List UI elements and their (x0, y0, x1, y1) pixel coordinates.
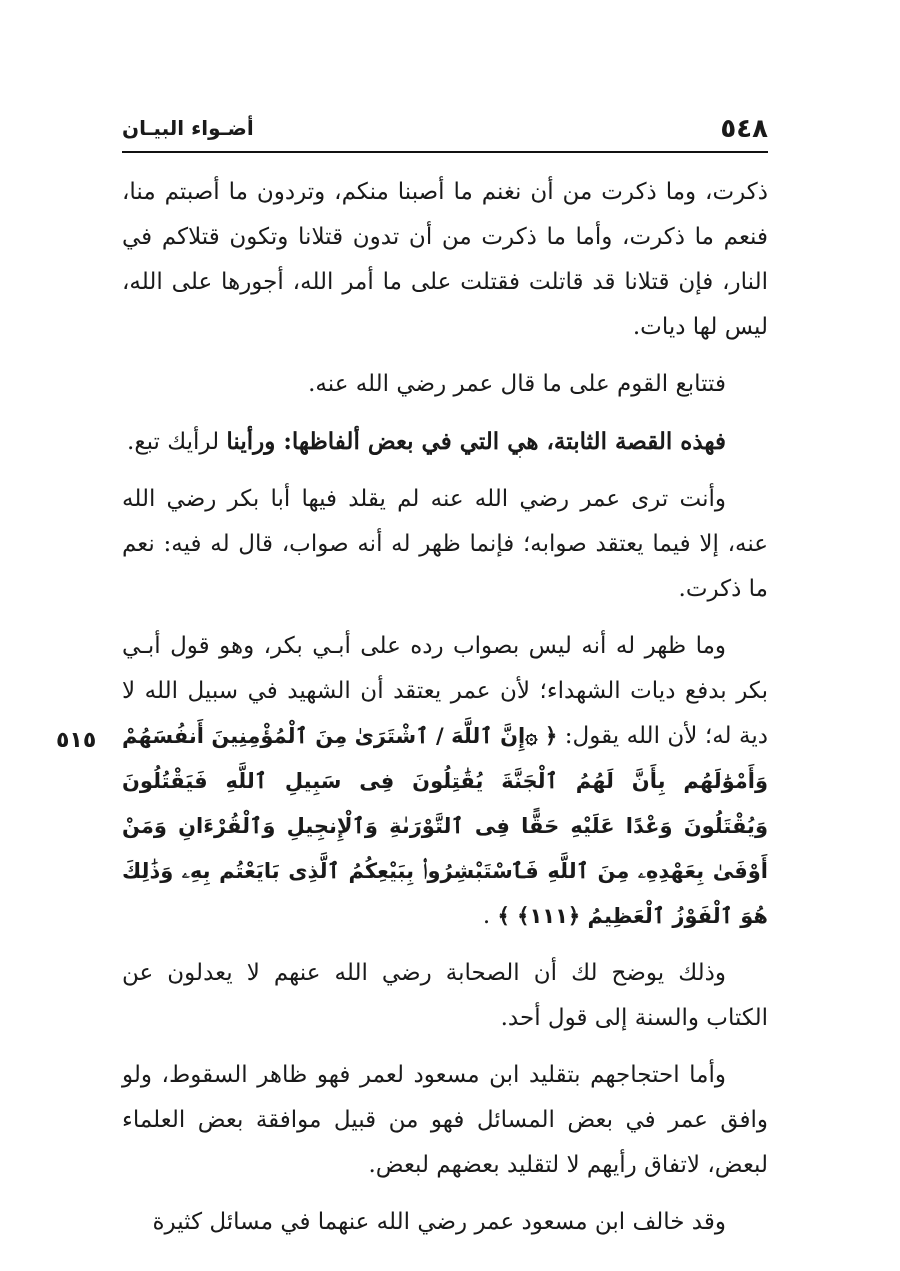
page-header (122, 110, 768, 150)
paragraph-3-rest: لرأيك تبع. (127, 429, 220, 455)
paragraph-5-end: . (482, 903, 491, 929)
page-number: ٥٤٨ (720, 114, 768, 144)
paragraph-3 (122, 419, 768, 465)
quran-verse: ﴿ ۞إِنَّ ٱللَّهَ / ٱشْتَرَىٰ مِنَ ٱلْمُؤْمِنِينَ أَنفُسَهُمْ وَأَمْوَٰلَهُم بِأَنَّ لَهُمُ ٱلْجَنَّةَ يُقَٰتِلُونَ فِى سَبِيلِ ٱللَّهِ فَيَقْتُلُونَ وَيُقْتَلُونَ وَعْدًا عَلَيْهِ حَقًّا فِى ٱلتَّوْرَىٰةِ وَٱلْإِنجِيلِ وَٱلْقُرْءَانِ وَمَنْ أَوْفَىٰ بِعَهْدِهِۦ مِنَ ٱللَّهِ فَٱسْتَبْشِرُوا۟ بِبَيْعِكُمُ ٱلَّذِى بَايَعْتُم بِهِۦ وَذَٰلِكَ هُوَ ٱلْفَوْزُ ٱلْعَظِيمُ ﴿١١١﴾ ﴾ (122, 724, 768, 928)
margin-page-reference: ٥١٥ (56, 728, 97, 753)
book-title: أضـواء البيـان (122, 116, 254, 140)
paragraph-5 (122, 624, 768, 939)
bold-statement: فهذه القصة الثابتة، هي التي في بعض ألفاظها: ورأينا (226, 428, 726, 455)
paragraph-2: فتتابع القوم على ما قال عمر رضي الله عنه. (308, 371, 726, 397)
paragraph-5-intro: وما ظهر له أنه ليس بصواب رده على أبـي بكر، وهو قول أبـي بكر بدفع ديات الشهداء؛ لأن عمر يعتقد أن الشهيد في سبيل الله لا دية له؛ لأن الله يقول: (122, 633, 768, 749)
paragraph-4: وأنت ترى عمر رضي الله عنه لم يقلد فيها أبا بكر رضي الله عنه، إلا فيما يعتقد صوابه؛ فإنما ظهر له أنه صواب، قال له فيه: نعم ما ذكرت. (122, 486, 768, 602)
paragraph-7: وأما احتجاجهم بتقليد ابن مسعود لعمر فهو ظاهر السقوط، ولو وافق عمر في بعض المسائل فهو من قبيل موافقة بعض العلماء لبعض، لاتفاق رأيهم لا لتقليد بعضهم لبعض. (122, 1062, 768, 1178)
paragraph-6: وذلك يوضح لك أن الصحابة رضي الله عنهم لا يعدلون عن الكتاب والسنة إلى قول أحد. (122, 960, 768, 1031)
paragraph-8: وقد خالف ابن مسعود عمر رضي الله عنهما في مسائل كثيرة (152, 1209, 726, 1235)
body-text (122, 170, 768, 1257)
header-divider (122, 151, 768, 153)
paragraph-1: ذكرت، وما ذكرت من أن نغنم ما أصبنا منكم، وتردون ما أصبتم منا، فنعم ما ذكرت، وأما ما ذكرت من أن تدون قتلانا وتكون قتلاكم في النار، فإن قتلانا قد قاتلت فقتلت على ما أمر الله، أجورها على الله، ليس لها ديات. (122, 179, 768, 340)
